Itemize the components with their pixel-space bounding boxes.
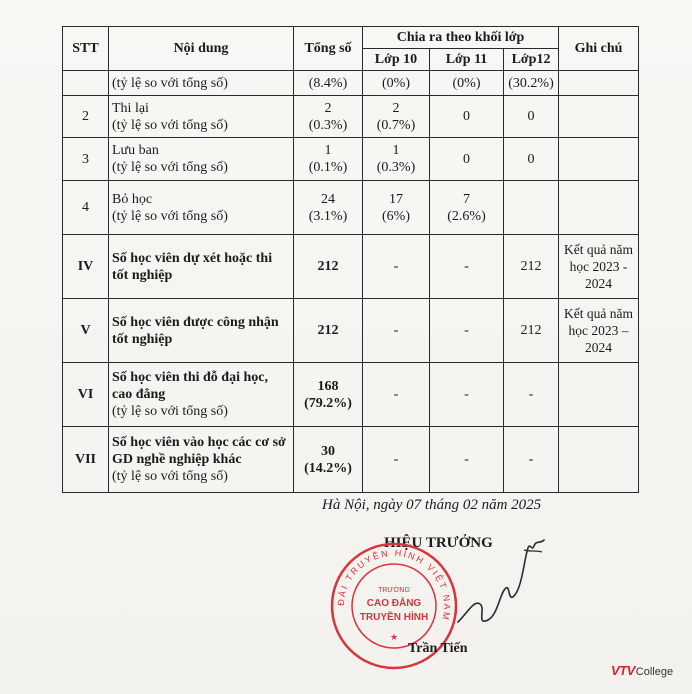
signature (440, 530, 550, 640)
table-row: V Số học viên được công nhận tốt nghiệp 212 - - 212 Kết quả năm học 2023 – 2024 (63, 299, 639, 363)
principal-title: HIỆU TRƯỞNG (384, 535, 493, 551)
place-date: Hà Nội, ngày 07 tháng 02 năm 2025 (322, 497, 542, 513)
header-grade10: Lớp 10 (363, 49, 430, 71)
table-row: 4 Bỏ học (tỷ lệ so với tổng số) 24 (3.1%) 17 (6%) 7 (2.6%) (63, 181, 639, 235)
table-row: IV Số học viên dự xét hoặc thi tốt nghiệp 212 - - 212 Kết quả năm học 2023 - 2024 (63, 235, 639, 299)
watermark-brand: VTV (611, 663, 635, 678)
table-row: (tỷ lệ so với tổng số) (8.4%) (0%) (0%) (30.2%) (63, 71, 639, 96)
header-total: Tổng số (294, 27, 363, 71)
seal-star-icon: ★ (389, 632, 399, 642)
seal-ring-text: ĐÀI TRUYỀN HÌNH VIỆT NAM (335, 547, 453, 623)
header-stt: STT (63, 27, 109, 71)
vtv-college-watermark (611, 663, 673, 678)
signer-name: Trần Tiến (408, 641, 468, 656)
table-row: VI Số học viên thi đỗ đại học, cao đẳng (tỷ lệ so với tổng số) 168 (79.2%) - - - (63, 363, 639, 427)
seal-line1: TRƯỜNG (378, 587, 410, 594)
watermark-suffix: College (635, 666, 674, 678)
table-row: 3 Lưu ban (tỷ lệ so với tổng số) 1 (0.1%) 1 (0.3%) 0 0 (63, 138, 639, 181)
header-grade11: Lớp 11 (430, 49, 504, 71)
header-content: Nội dung (109, 27, 294, 71)
header-note: Ghi chú (559, 27, 639, 71)
table-row: VII Số học viên vào học các cơ sở GD nghề nghiệp khác (tỷ lệ so với tổng số) 30 (14.2%) - - - (63, 427, 639, 493)
header-grade12: Lớp12 (504, 49, 559, 71)
statistics-table (62, 26, 639, 493)
table-row: 2 Thi lại (tỷ lệ so với tổng số) 2 (0.3%) 2 (0.7%) 0 0 (63, 96, 639, 138)
seal-line2: CAO ĐẲNG (366, 598, 422, 609)
seal-line3: TRUYỀN HÌNH (359, 612, 429, 623)
header-breakdown: Chia ra theo khối lớp (363, 27, 559, 49)
